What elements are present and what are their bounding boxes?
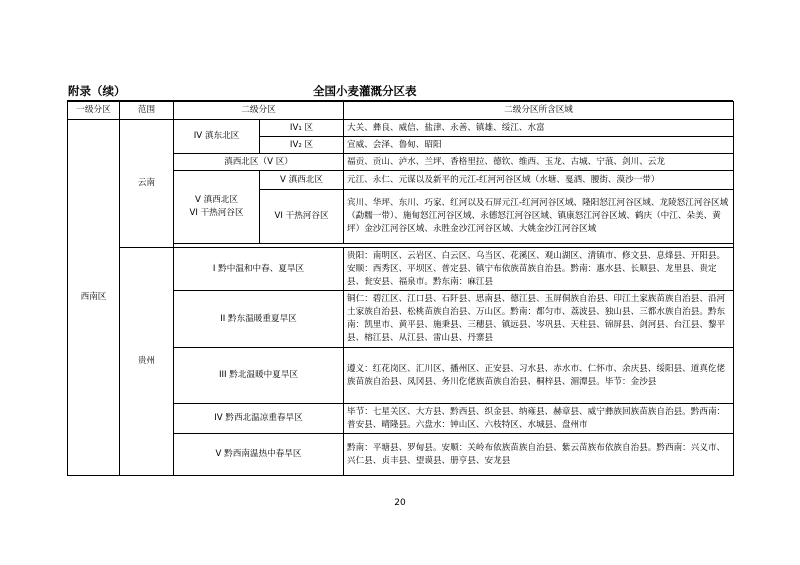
region-cell: 西南区 [68, 120, 120, 476]
page-number: 20 [394, 498, 406, 508]
table-title: 全国小麦灌溉分区表 [313, 84, 417, 98]
zone-combined-line2: VI 干热河谷区 [189, 208, 244, 218]
table-header-row [68, 102, 734, 120]
counties-iv1: 大关、彝良、威信、盐津、永善、镇雄、绥江、水富 [344, 120, 734, 137]
counties-guizhou-3: 遵义：红花岗区、汇川区、播州区、正安县、习水县、赤水市、仁怀市、余庆县、绥阳县、道真仡佬族苗族自治县、凤冈县、务川仡佬族苗族自治县、桐梓县、湄潭县。毕节：金沙县 [344, 348, 734, 404]
province-yunnan: 云南 [120, 120, 174, 248]
counties-guizhou-2: 铜仁：碧江区、江口县、石阡县、思南县、德江县、玉屏侗族自治县、印江土家族苗族自治县、沿河土家族自治县、松桃苗族自治县、万山区。黔南：都匀市、荔波县、独山县、三都水族自治县。黔东南：凯里市、黄平县、施秉县、三穗县、镇远县、岑巩县、天柱县、锦屏县、剑河县、台江县、黎平县、榕江县、从江县、雷山县、丹寨县 [344, 291, 734, 348]
subzone-v: V 滇西北区 [260, 171, 344, 190]
zone-guizhou-5: V 黔西南温热中春旱区 [174, 434, 344, 476]
irrigation-zone-table [67, 101, 734, 476]
province-guizhou: 贵州 [120, 248, 174, 476]
counties-guizhou-1: 贵阳：南明区、云岩区、白云区、乌当区、花溪区、观山湖区、清镇市、修文县、息烽县、开阳县。安顺：西秀区、平坝区、普定县、镇宁布依族苗族自治县。黔南：惠水县、长顺县、龙里县、贵定县、瓮安县、福泉市。黔东南：麻江县 [344, 248, 734, 291]
counties-guizhou-4: 毕节：七星关区、大方县、黔西县、织金县、纳雍县、赫章县、威宁彝族回族苗族自治县。黔西南：普安县、晴隆县。六盘水：钟山区、六枝特区、水城县、盘州市 [344, 404, 734, 434]
header-scope: 范围 [120, 102, 174, 120]
counties-vi-sub: 宾川、华坪、东川、巧家、红河以及石屏元江-红河河谷区域、隆阳怒江河谷区域、龙陵怒江河谷区域（勐糯一带）、施甸怒江河谷区域、永德怒江河谷区域、镇康怒江河谷区域、鹤庆（中江、朵美、黄坪）金沙江河谷区域、永胜金沙江河谷区域、大姚金沙江河谷区域 [344, 190, 734, 244]
counties-guizhou-5: 黔南：平塘县、罗甸县。安顺：关岭布依族苗族自治县、紫云苗族布依族自治县。黔西南：兴义市、兴仁县、贞丰县、望谟县、册亨县、安龙县 [344, 434, 734, 476]
zone-guizhou-4: IV 黔西北温凉重春旱区 [174, 404, 344, 434]
counties-dian-xibei-v: 福贡、贡山、泸水、兰坪、香格里拉、德钦、维西、玉龙、古城、宁蒗、剑川、云龙 [344, 154, 734, 171]
subzone-iv2: IV₂ 区 [260, 137, 344, 154]
zone-dian-xibei-v: 滇西北区（V 区） [174, 154, 344, 171]
zone-guizhou-3: III 黔北温暖中夏旱区 [174, 348, 344, 404]
counties-iv2: 宣威、会泽、鲁甸、昭阳 [344, 137, 734, 154]
header-counties: 二级分区所含区域 [344, 102, 734, 120]
header-level2: 二级分区 [174, 102, 344, 120]
table-row [68, 120, 734, 137]
zone-combined-v-vi [174, 171, 260, 244]
appendix-label: 附录（续） [68, 84, 126, 98]
subzone-vi: VI 干热河谷区 [260, 190, 344, 244]
table-row [68, 248, 734, 291]
zone-guizhou-2: II 黔东温暖重夏旱区 [174, 291, 344, 348]
zone-combined-line1: V 滇西北区 [195, 195, 238, 205]
header-level1: 一级分区 [68, 102, 120, 120]
page-header [0, 83, 800, 101]
zone-guizhou-1: I 黔中温和中春、夏旱区 [174, 248, 344, 291]
counties-v-sub: 元江、永仁、元谋以及新平的元江-红河河谷区域（水塘、戛洒、腰街、漠沙一带） [344, 171, 734, 190]
zone-dian-dongbei: IV 滇东北区 [174, 120, 260, 154]
subzone-iv1: IV₁ 区 [260, 120, 344, 137]
